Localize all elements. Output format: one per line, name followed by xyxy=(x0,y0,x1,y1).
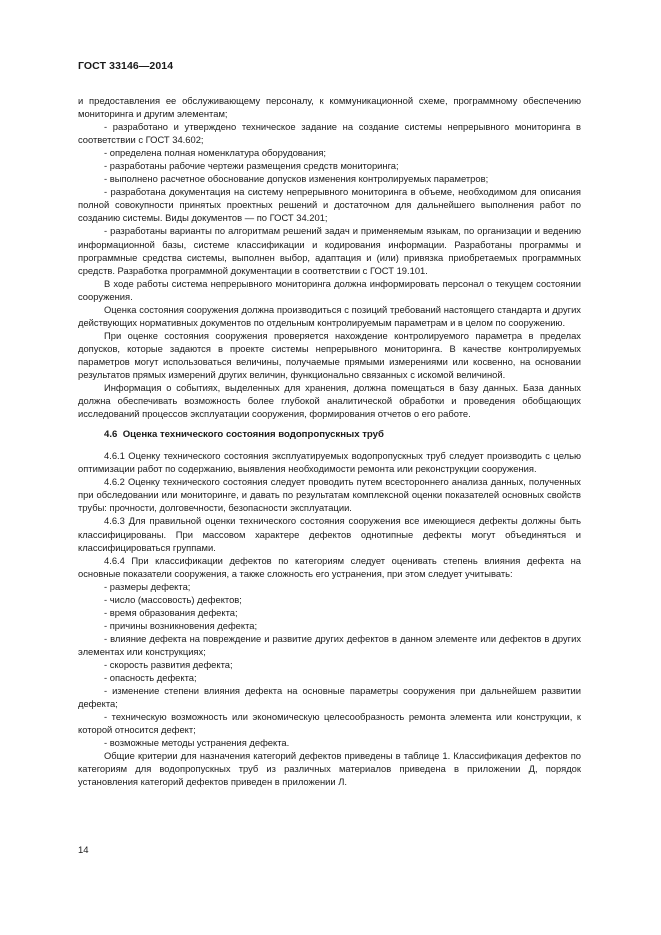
list-item: - разработана документация на систему непрерывного мониторинга в объеме, необходимом для описания полной совокупности принятых проектных решений и достаточном для дальнейшего выполнения работ по созданию системы. Виды документов — по ГОСТ 34.201; xyxy=(78,186,581,224)
list-item: - разработаны рабочие чертежи размещения средств мониторинга; xyxy=(104,160,399,172)
section-heading xyxy=(78,428,581,441)
paragraph: Оценка состояния сооружения должна производиться с позиций требований настоящего стандарта и других действующих нормативных документов по отдельным контролируемым параметрам и в целом по сооружению. xyxy=(78,303,581,328)
page-number: 14 xyxy=(78,845,89,856)
paragraph: 4.6.3 Для правильной оценки технического состояния сооружения все имеющиеся дефекты должны быть классифицированы. При массовом характере дефектов однотипные дефекты могут объединяться и классифицироваться группами. xyxy=(78,515,581,553)
list-item: - возможные методы устранения дефекта. xyxy=(104,737,290,749)
standard-header: ГОСТ 33146—2014 xyxy=(78,60,174,72)
list-item: - число (массовость) дефектов; xyxy=(104,593,242,605)
list-item: - определена полная номенклатура оборудования; xyxy=(104,147,326,159)
list-item: - разработано и утверждено техническое задание на создание системы непрерывного мониторинга в соответствии с ГОСТ 34.602; xyxy=(78,121,581,146)
list-item: - техническую возможность или экономическую целесообразность ремонта элемента или конструкции, к которой относится дефект; xyxy=(78,711,581,736)
list-item: - время образования дефекта; xyxy=(104,606,238,618)
paragraph: 4.6.1 Оценку технического состояния эксплуатируемых водопропускных труб следует производить с целью оптимизации работ по содержанию, выявления необходимости ремонта или реконструкции сооружения. xyxy=(78,450,581,475)
section-number: 4.6 xyxy=(104,429,118,441)
paragraph: В ходе работы система непрерывного мониторинга должна информировать персонал о текущем состоянии сооружения. xyxy=(78,277,581,302)
paragraph: 4.6.2 Оценку технического состояния следует проводить путем всестороннего анализа данных, полученных при обследовании или мониторинге, и давать по результатам комплексной оценки показателей основных свойств трубы: прочности, долговечности, безопасности эксплуатации. xyxy=(78,476,581,514)
paragraph: При оценке состояния сооружения проверяется нахождение контролируемого параметра в пределах допусков, которые задаются в проекте системы непрерывного мониторинга. В качестве контролируемых параметров могут использоваться величины, получаемые прямыми измерениями или косвенно, на основании результатов прямых измерений других величин, функционально связанных с искомой величиной. xyxy=(78,329,581,380)
list-item: - влияние дефекта на повреждение и развитие других дефектов в данном элементе или дефектов в других элементах или конструкциях; xyxy=(78,632,581,657)
paragraph: Информация о событиях, выделенных для хранения, должна помещаться в базу данных. База данных должна обеспечивать возможность более глубокой аналитической обработки и проведения обобщающих исследований процессов эксплуатации сооружения, формирования отчетов о его работе. xyxy=(78,382,581,420)
list-item: - размеры дефекта; xyxy=(104,580,191,592)
list-item: - причины возникновения дефекта; xyxy=(104,619,258,631)
section-title: Оценка технического состояния водопропускных труб xyxy=(122,429,384,441)
list-item: - выполнено расчетное обоснование допусков изменения контролируемых параметров; xyxy=(104,173,489,185)
list-item: - изменение степени влияния дефекта на основные параметры сооружения при дальнейшем развитии дефекта; xyxy=(78,685,581,710)
list-item: - опасность дефекта; xyxy=(104,672,197,684)
paragraph: Общие критерии для назначения категорий дефектов приведены в таблице 1. Классификация дефектов по категориям для водопропускных труб из различных материалов приведена в приложении Д, порядок установления категорий дефектов приведен в приложении Л. xyxy=(78,750,581,788)
paragraph: и предоставления ее обслуживающему персоналу, к коммуникационной схеме, программному обеспечению мониторинга и другим элементам; xyxy=(78,95,581,120)
paragraph: 4.6.4 При классификации дефектов по категориям следует оценивать степень влияния дефекта на основные показатели сооружения, а также сложность его устранения, при этом следует учитывать: xyxy=(78,554,581,579)
list-item: - скорость развития дефекта; xyxy=(104,658,233,670)
list-item: - разработаны варианты по алгоритмам решений задач и применяемым языкам, по организации и ведению информационной базы, системе классификации и кодирования информации. Разработаны программы и программные средства системы, выполнен выбор, адаптация и (или) привязка приобретаемых программных средств. Разработка программной документации в соответствии с ГОСТ 19.101. xyxy=(78,225,581,276)
document-body xyxy=(78,94,581,788)
